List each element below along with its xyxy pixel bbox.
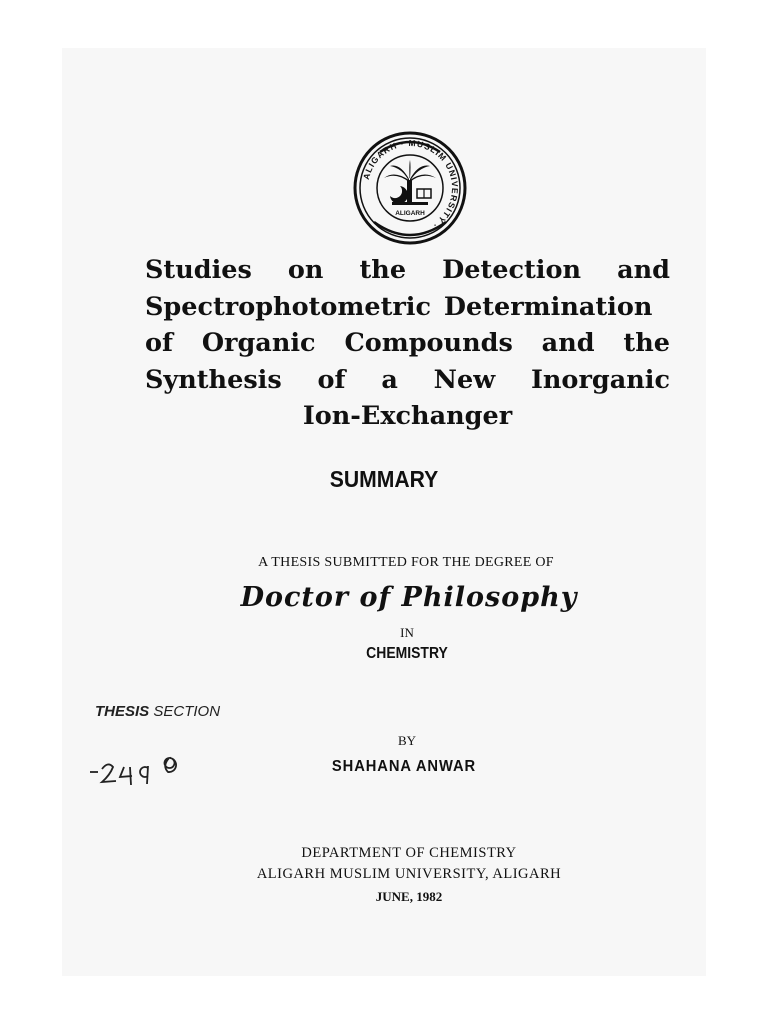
stamp-bold-text: THESIS <box>95 703 150 720</box>
title-word: Inorganic <box>530 365 670 395</box>
title-word: Compounds <box>344 328 513 358</box>
title-word: on <box>287 255 324 285</box>
university-name: ALIGARH MUSLIM UNIVERSITY, ALIGARH <box>256 866 562 882</box>
university-seal-logo <box>352 130 468 246</box>
title-word: Studies <box>145 255 252 285</box>
title-line-4 <box>145 365 670 395</box>
title-word: the <box>623 328 670 358</box>
in-label: IN <box>400 625 414 640</box>
title-line-3 <box>145 328 670 358</box>
title-word: of <box>145 328 173 358</box>
title-word: New <box>433 365 496 395</box>
title-word: a <box>381 365 398 395</box>
title-word: the <box>359 255 407 285</box>
thesis-statement: A THESIS SUBMITTED FOR THE DEGREE OF <box>258 555 554 570</box>
svg-text:ALIGARH: ALIGARH <box>395 210 425 217</box>
title-line-1 <box>145 255 670 285</box>
title-line-5 <box>145 401 670 431</box>
title-line-2 <box>145 292 670 322</box>
by-label: BY <box>397 733 417 748</box>
title-text: Ion-Exchanger <box>302 401 513 431</box>
degree-name: Doctor of Philosophy <box>240 582 578 613</box>
title-word: and <box>541 328 595 358</box>
title-word: and <box>617 255 670 285</box>
thesis-section-stamp <box>95 703 220 720</box>
summary-heading: SUMMARY <box>329 466 439 492</box>
submission-date: JUNE, 1982 <box>375 889 443 904</box>
department-name: DEPARTMENT OF CHEMISTRY <box>301 845 517 861</box>
title-word: of <box>317 365 346 395</box>
title-word: Organic <box>201 328 316 358</box>
title-text: Spectrophotometric Determination <box>145 292 653 322</box>
subject-name: CHEMISTRY <box>366 645 448 662</box>
title-word: Detection <box>442 255 582 285</box>
svg-text:ALIGARH · MUSLIM UNIVERSITY ·: ALIGARH · MUSLIM UNIVERSITY · <box>360 137 461 231</box>
author-name: SHAHANA ANWAR <box>331 758 477 775</box>
stamp-text: SECTION <box>149 703 221 720</box>
title-word: Synthesis <box>145 365 282 395</box>
